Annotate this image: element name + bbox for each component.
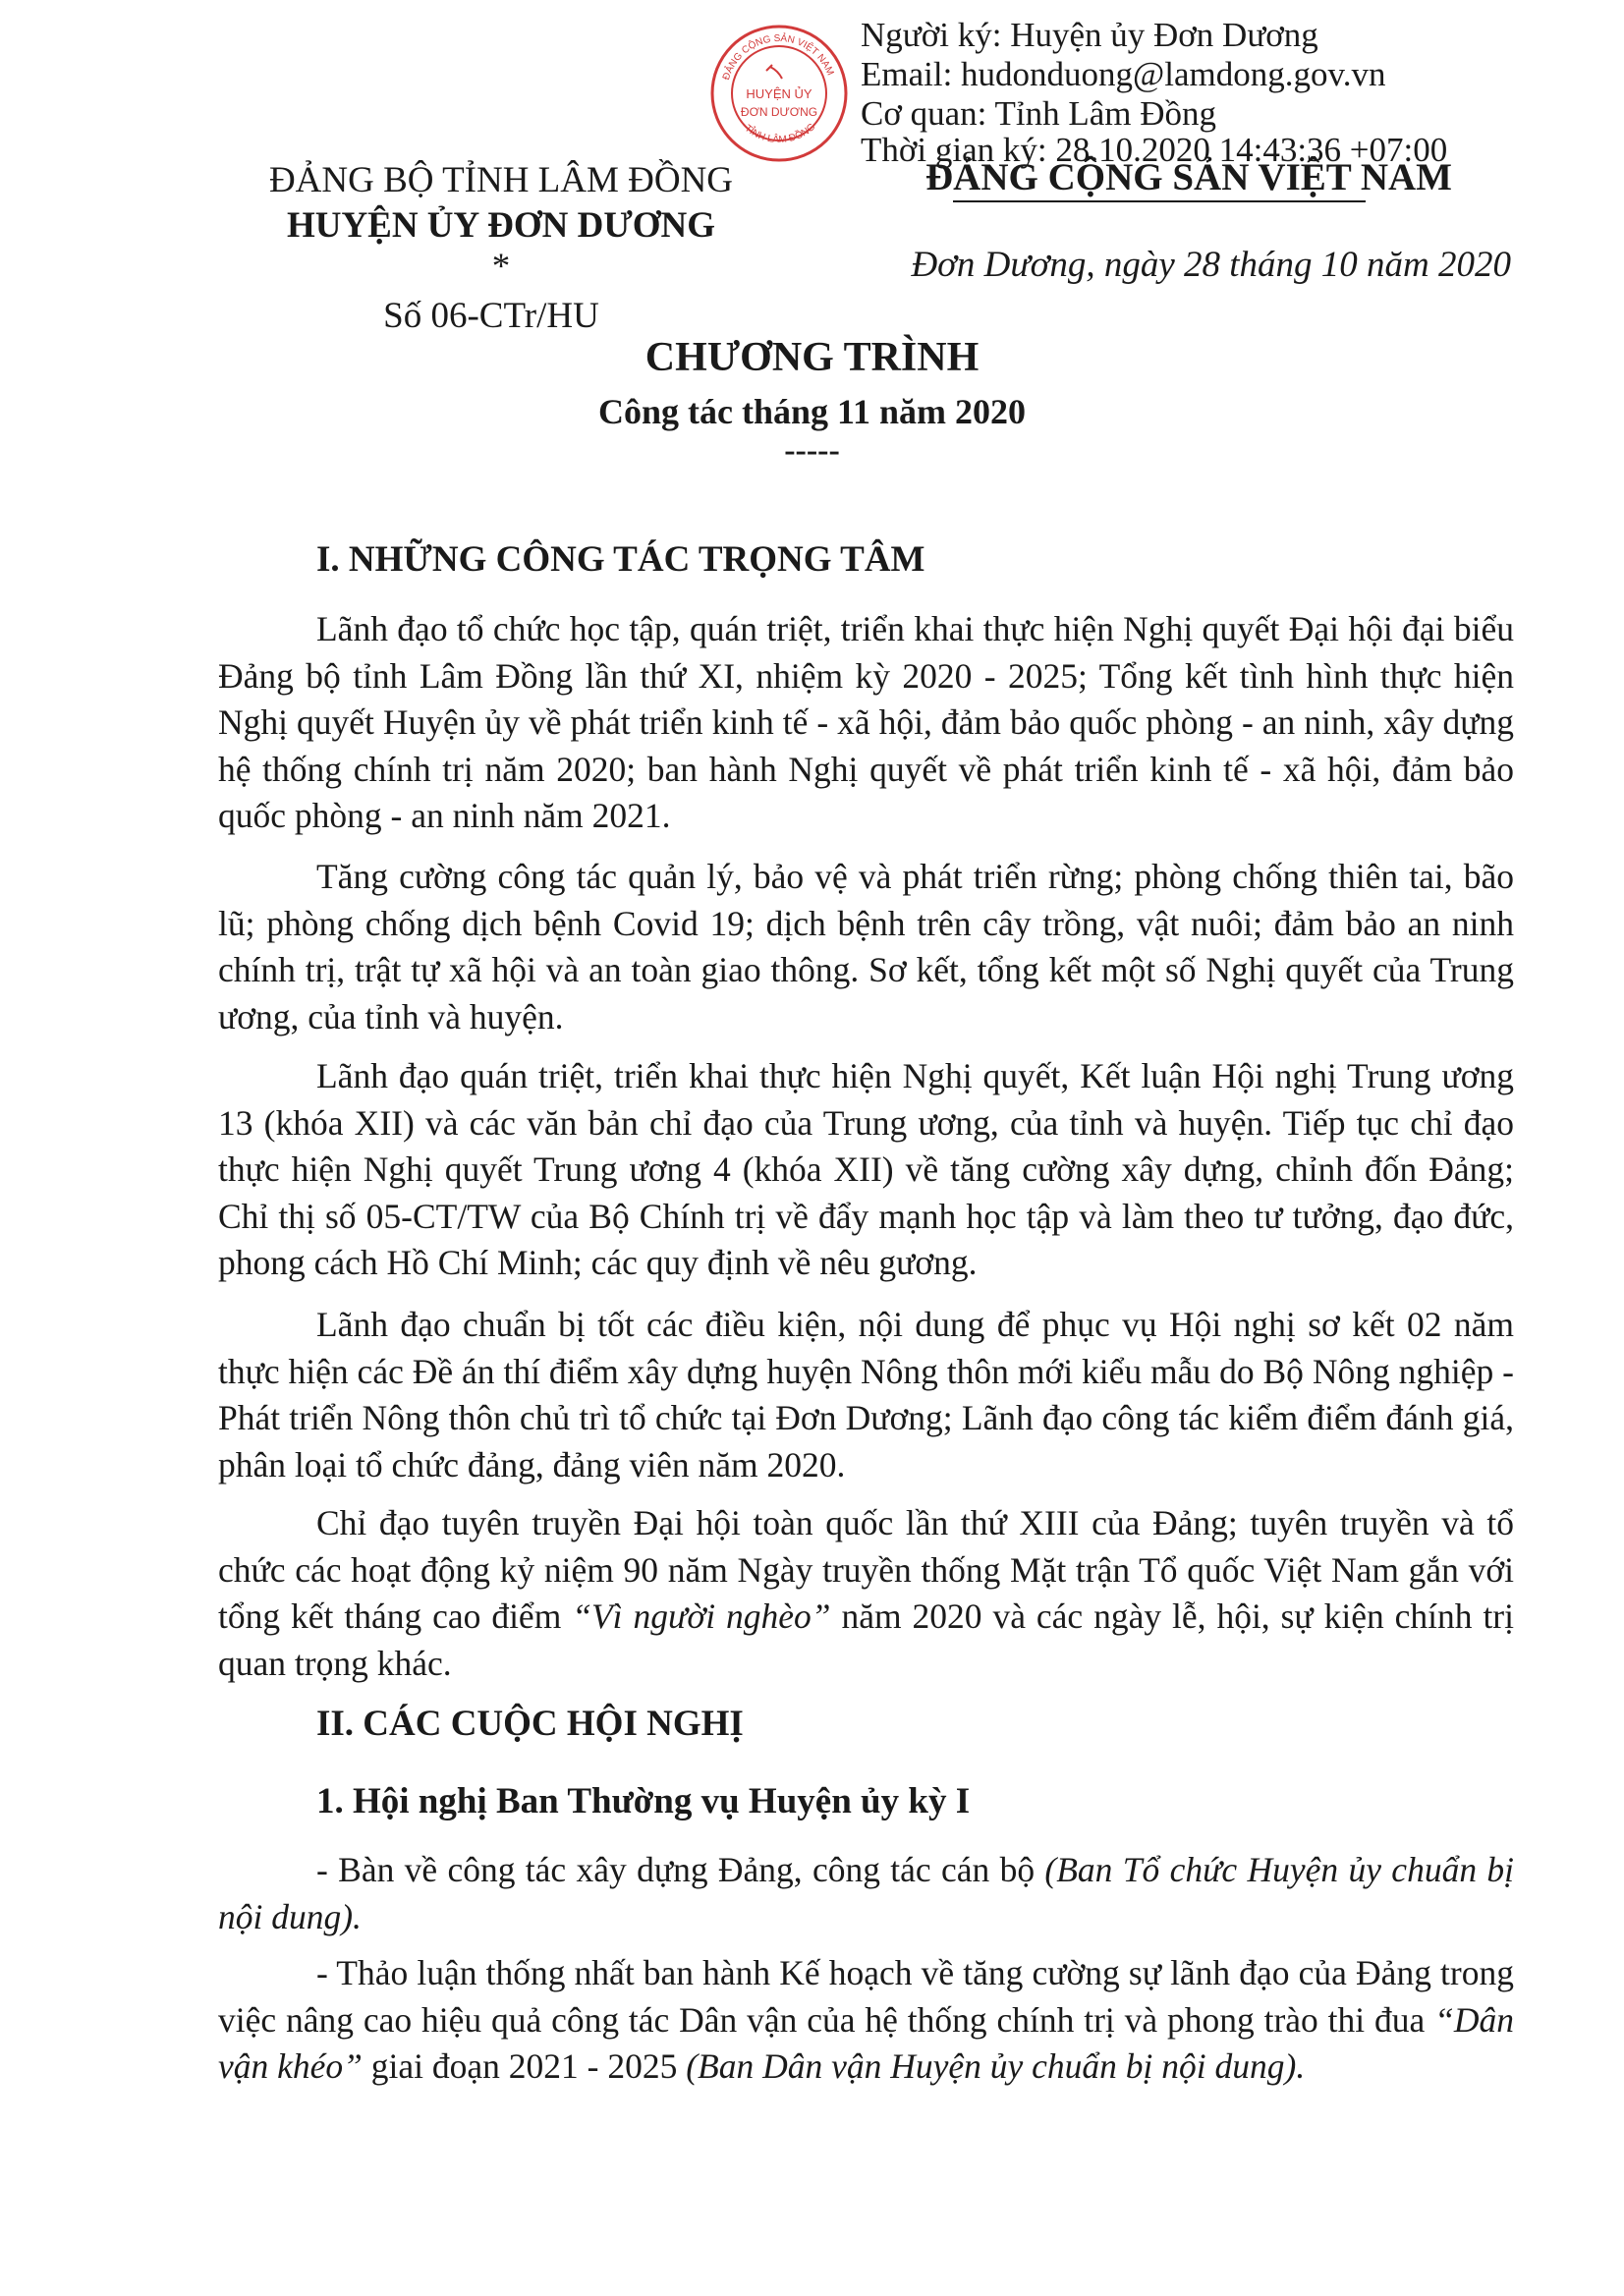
hammer-sickle-icon — [766, 65, 782, 79]
section1-paragraph-4: Lãnh đạo chuẩn bị tốt các điều kiện, nội dung để phục vụ Hội nghị sơ kết 02 năm thực hiện các Đề án thí điểm xây dựng huyện Nông thôn mới kiểu mẫu do Bộ Nông nghiệp - Phát triển Nông thôn chủ trì tổ chức tại Đơn Dương; Lãnh đạo công tác kiểm điểm đánh giá, phân loại tổ chức đảng, đảng viên năm 2020. — [218, 1305, 1514, 1484]
org-parent: ĐẢNG BỘ TỈNH LÂM ĐỒNG — [268, 160, 734, 200]
section2-bullet-2 — [218, 1950, 1514, 2091]
b2-italic-1: “Dân vận khéo” — [218, 1999, 1514, 2086]
signature-signer: Người ký: Huyện ủy Đơn Dương — [861, 16, 1318, 54]
svg-text:HUYỆN ỦY: HUYỆN ỦY — [746, 86, 812, 101]
party-name-underline — [953, 200, 1366, 202]
b2-text-a: - Thảo luận thống nhất ban hành Kế hoạch về tăng cường sự lãnh đạo của Đảng trong việc nâng cao hiệu quả công tác Dân vận của hệ thống chính trị và phong trào thi đua — [218, 1953, 1514, 2040]
place-date: Đơn Dương, ngày 28 tháng 10 năm 2020 — [911, 245, 1511, 285]
party-name: ĐẢNG CỘNG SẢN VIỆT NAM — [925, 156, 1452, 198]
section2-bullet-1 — [218, 1847, 1514, 1940]
party-seal-stamp — [705, 20, 853, 167]
b2-text-b: giai đoạn 2021 - 2025 — [362, 2046, 687, 2086]
signature-agency: Cơ quan: Tỉnh Lâm Đồng — [861, 94, 1216, 133]
doc-number: Số 06-CTr/HU — [383, 296, 599, 336]
signature-email: Email: hudonduong@lamdong.gov.vn — [861, 55, 1386, 93]
svg-text:TỈNH LÂM ĐỒNG: TỈNH LÂM ĐỒNG — [742, 121, 818, 146]
section1-paragraph-1: Lãnh đạo tổ chức học tập, quán triệt, triển khai thực hiện Nghị quyết Đại hội đại biểu Đảng bộ tỉnh Lâm Đồng lần thứ XI, nhiệm kỳ 2020 - 2025; Tổng kết tình hình thực hiện Nghị quyết Huyện ủy về phát triển kinh tế - xã hội, đảm bảo quốc phòng - an ninh, xây dựng hệ thống chính trị năm 2020; ban hành Nghị quyết về phát triển kinh tế - xã hội, đảm bảo quốc phòng - an ninh năm 2021. — [218, 609, 1514, 835]
section1-paragraph-5 — [218, 1500, 1514, 1687]
section1-paragraph-2: Tăng cường công tác quản lý, bảo vệ và phát triển rừng; phòng chống thiên tai, bão lũ; phòng chống dịch bệnh Covid 19; dịch bệnh trên cây trồng, vật nuôi; đảm bảo an ninh chính trị, trật tự xã hội và an toàn giao thông. Sơ kết, tổng kết một số Nghị quyết của Trung ương, của tỉnh và huyện. — [218, 857, 1514, 1036]
doc-subtitle: Công tác tháng 11 năm 2020 — [597, 392, 1027, 431]
p5-italic: “Vì người nghèo” — [572, 1596, 831, 1636]
header-star: * — [491, 247, 511, 287]
signature-time: Thời gian ký: 28.10.2020 14:43:36 +07:00 — [861, 131, 1448, 169]
section2-heading: II. CÁC CUỘC HỘI NGHỊ — [316, 1704, 744, 1744]
org-name: HUYỆN ỦY ĐƠN DƯƠNG — [286, 205, 716, 246]
b2-italic-2: (Ban Dân vận Huyện ủy chuẩn bị nội dung). — [686, 2046, 1306, 2086]
p5-text-a: Chỉ đạo tuyên truyền Đại hội toàn quốc lần thứ XIII của Đảng; tuyên truyền và tổ chức các hoạt động kỷ niệm 90 năm Ngày truyền thống Mặt trận Tổ quốc Việt Nam gắn với tổng kết tháng cao điểm — [218, 1503, 1514, 1636]
section1-paragraph-3: Lãnh đạo quán triệt, triển khai thực hiện Nghị quyết, Kết luận Hội nghị Trung ương 13 (khóa XII) và các văn bản chỉ đạo của Trung ương, của tỉnh và huyện. Tiếp tục chỉ đạo thực hiện Nghị quyết Trung ương 4 (khóa XII) về tăng cường xây dựng, chỉnh đốn Đảng; Chỉ thị số 05-CT/TW của Bộ Chính trị về đẩy mạnh học tập và làm theo tư tưởng, đạo đức, phong cách Hồ Chí Minh; các quy định về nêu gương. — [218, 1056, 1514, 1282]
svg-text:ĐƠN DƯƠNG: ĐƠN DƯƠNG — [740, 105, 818, 119]
title-divider: ----- — [784, 432, 840, 469]
p5-text-b: năm 2020 và các ngày lễ, hội, sự kiện chính trị quan trọng khác. — [218, 1596, 1514, 1683]
section1-heading: I. NHỮNG CÔNG TÁC TRỌNG TÂM — [316, 539, 925, 580]
b1-italic: (Ban Tổ chức Huyện ủy chuẩn bị nội dung). — [218, 1850, 1515, 1936]
section2-subheading-1: 1. Hội nghị Ban Thường vụ Huyện ủy kỳ I — [316, 1781, 971, 1821]
b1-text: - Bàn về công tác xây dựng Đảng, công tác cán bộ — [316, 1850, 1045, 1889]
svg-text:ĐẢNG CỘNG SẢN VIỆT NAM: ĐẢNG CỘNG SẢN VIỆT NAM — [720, 32, 836, 82]
doc-title: CHƯƠNG TRÌNH — [644, 335, 980, 380]
